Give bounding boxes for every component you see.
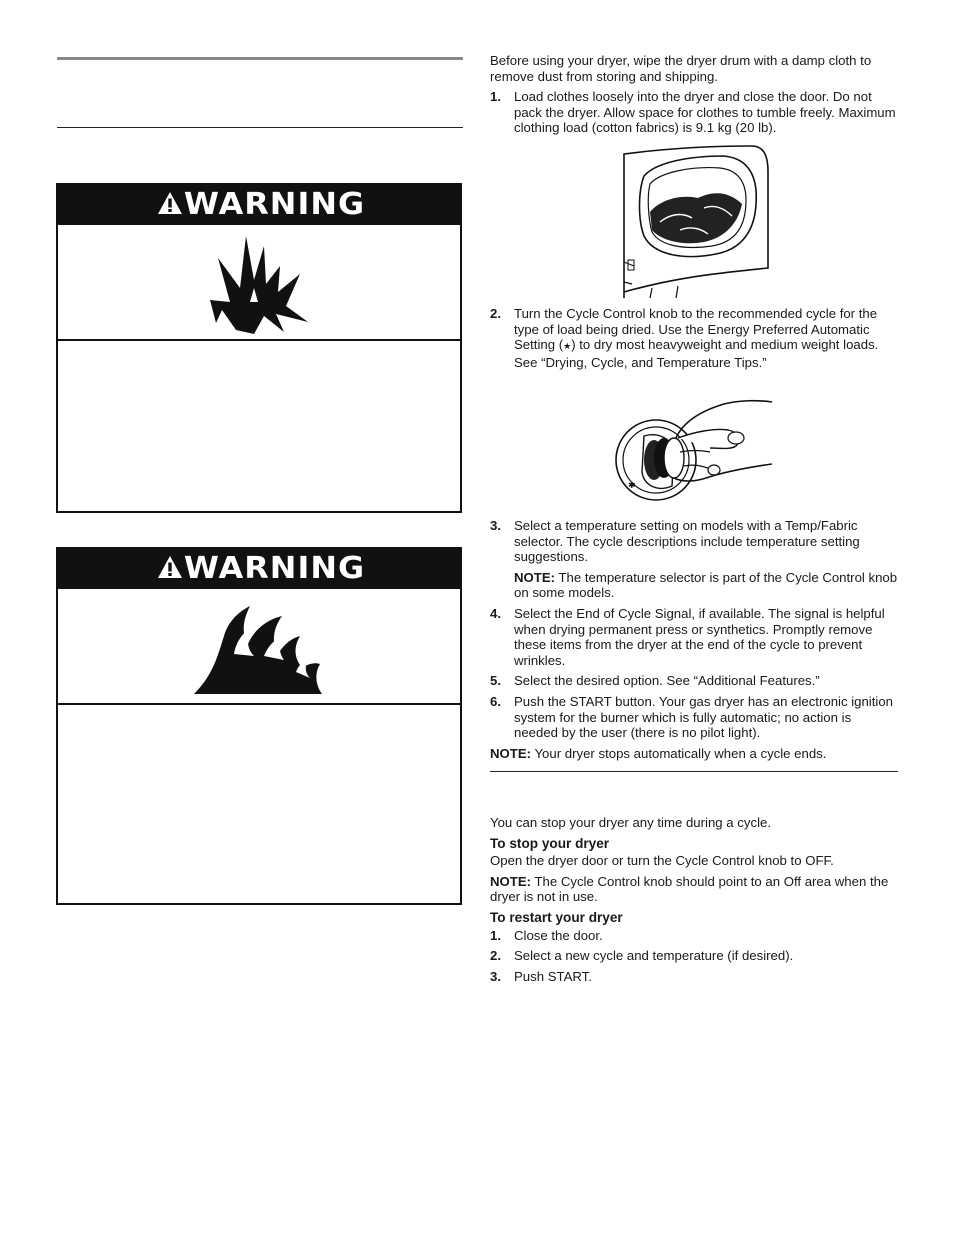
dryer-loading-illustration <box>620 142 770 298</box>
step-number: 3. <box>490 968 501 984</box>
section-rule <box>490 771 898 772</box>
cycle-knob-illustration <box>614 392 774 514</box>
warning-title: WARNING <box>184 551 366 586</box>
step-text: Load clothes loosely into the dryer and close the door. Do not pack the dryer. Allow space for clothes to tumble freely. Maximum clothing load (cotton fabrics) is 9.1 kg (20 lb). <box>514 89 896 136</box>
intro-paragraph: Before using your dryer, wipe the dryer drum with a damp cloth to remove dust from storing and shipping. <box>490 53 872 84</box>
warning-title: WARNING <box>184 187 366 222</box>
step-text: Turn the Cycle Control knob to the recommended cycle for the type of load being dried. Use the Energy Preferred Automatic Setting ( <box>514 306 878 353</box>
step-number: 5. <box>490 673 501 689</box>
stop-text: Open the dryer door or turn the Cycle Control knob to OFF. <box>490 853 834 869</box>
restart-heading: To restart your dryer <box>490 909 623 925</box>
note-label: NOTE: <box>514 569 556 585</box>
energy-preferred-star-icon: ★ <box>563 341 572 352</box>
step-number: 4. <box>490 605 501 621</box>
step-text: Close the door. <box>514 927 603 943</box>
note-off <box>490 874 898 905</box>
warning-header <box>58 185 460 225</box>
explosion-icon <box>58 225 460 341</box>
step-text: Push the START button. Your gas dryer has an electronic ignition system for the burner which is fully automatic; no action is needed by the user (there is no pilot light). <box>514 693 894 741</box>
step-text: Select a new cycle and temperature (if desired). <box>514 948 794 964</box>
step-number: 2. <box>490 306 501 321</box>
step-number: 6. <box>490 693 501 709</box>
step-number: 1. <box>490 927 501 943</box>
warning-box-fire <box>56 547 462 905</box>
fire-icon <box>58 589 460 705</box>
step-text: Select the End of Cycle Signal, if available. The signal is helpful when drying permanent press or synthetics. Promptly remove these items from the dryer at the end of the cycle to prevent wrinkles. <box>514 605 885 668</box>
step-number: 3. <box>490 518 501 533</box>
top-rule-thick <box>57 57 463 60</box>
note-label: NOTE: <box>490 873 532 889</box>
step-item <box>490 306 898 370</box>
step-number: 2. <box>490 948 501 964</box>
note-stop <box>490 746 898 762</box>
note-label: NOTE: <box>490 745 532 761</box>
step-item <box>490 969 898 985</box>
svg-text:✱: ✱ <box>628 481 636 491</box>
step-item <box>490 518 898 565</box>
section-rule <box>57 127 463 128</box>
note-text: The Cycle Control knob should point to an Off area when the dryer is not in use. <box>490 873 889 905</box>
step-text: Select a temperature setting on models with a Temp/Fabric selector. The cycle descriptions include temperature setting suggestions. <box>514 518 860 565</box>
step-item <box>490 928 898 944</box>
step-text: ) to dry most heavyweight and medium weight loads. See “Drying, Cycle, and Temperature Tips.” <box>514 337 879 370</box>
step-item <box>490 948 898 964</box>
step-text: Push START. <box>514 968 592 984</box>
stop-heading: To stop your dryer <box>490 835 610 851</box>
warning-triangle-icon <box>157 555 183 584</box>
step-number: 1. <box>490 89 501 105</box>
note-temperature <box>490 570 898 601</box>
step-item <box>490 673 898 689</box>
step-text: Select the desired option. See “Additional Features.” <box>514 673 820 689</box>
note-text: Your dryer stops automatically when a cycle ends. <box>531 745 827 761</box>
stop-intro: You can stop your dryer any time during a cycle. <box>490 815 771 830</box>
step-item <box>490 694 898 741</box>
warning-triangle-icon <box>157 191 183 220</box>
warning-header <box>58 549 460 589</box>
step-item <box>490 606 898 668</box>
step-item <box>490 89 898 136</box>
note-text: The temperature selector is part of the Cycle Control knob on some models. <box>514 569 898 601</box>
warning-box-explosion <box>56 183 462 513</box>
